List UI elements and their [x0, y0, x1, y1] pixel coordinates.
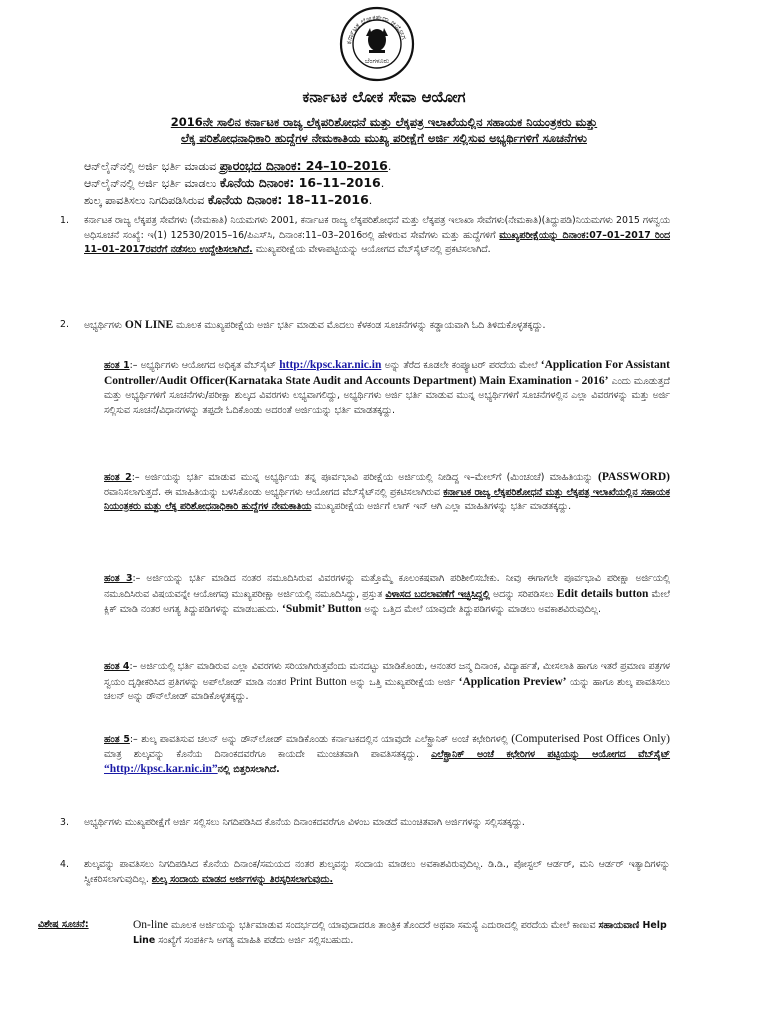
step-5: ಹಂತ 5:– ಶುಲ್ಕ ಪಾವತಿಸುವ ಚಲನ್ ಅನ್ನು ಡೌನ್‌ಲೋಡ್ ಮಾಡಿಕೊಂಡು ಕರ್ನಾಟಕದಲ್ಲಿನ ಯಾವುದೇ ಎಲೆಕ್ಟ್ರಾನಿಕ್ ಅಂಚೆ ಕಛೇರಿಗಳಲ್ಲಿ (Computerised Post Offices Only) ಮಾತ್ರ ಶುಲ್ಕವನ್ನು ಕೊನೆಯ ದಿನಾಂಕದವರೆಗೂ ಕಾಯದೇ ಮುಂಚಿತವಾಗಿ ಪಾವತಿಸತಕ್ಕದ್ದು. ಎಲೆಕ್ಟ್ರಾನಿಕ್ ಅಂಚೆ ಕಛೇರಿಗಳ ಪಟ್ಟಿಯನ್ನು ಆಯೋಗದ ವೆಬ್‌ಸೈಟ್ “http://kpsc.kar.nic.in”ನಲ್ಲಿ ಬಿತ್ತರಿಸಲಾಗಿದೆ.	[104, 733, 671, 775]
step-3: ಹಂತ 3:– ಅರ್ಜಿಯನ್ನು ಭರ್ತಿ ಮಾಡಿದ ನಂತರ ನಮೂದಿಸಿರುವ ವಿವರಗಳನ್ನು ಮತ್ತೊಮ್ಮೆ ಕೂಲಂಕಷವಾಗಿ ಪರಿಶೀಲಿಸಬೇಕು. ನೀವು ಈಗಾಗಲೇ ಪೂರ್ವಭಾವಿ ಪರೀಕ್ಷಾ ಅರ್ಜಿಯಲ್ಲಿ ನಮೂದಿಸಿರುವ ವಿಷಯವನ್ನೇ ಆಯೋಗವು ಮುಖ್ಯಪರೀಕ್ಷಾ ಅರ್ಜಿಯಲ್ಲಿ ನಮೂದಿಸಿದ್ದು, ಪ್ರಸ್ತುತ ವಿಳಾಸದ ಬದಲಾವಣೆಗೆ ಇಚ್ಛಿಸಿದ್ದಲ್ಲಿ ಅದನ್ನು ಸರಿಪಡಿಸಲು Edit details button ಮೇಲೆ ಕ್ಲಿಕ್ ಮಾಡಿ ನಂತರ ಅಗತ್ಯ ತಿದ್ದುಪಡಿಗಳನ್ನು ಮಾಡಬಹುದು. ‘Submit’ Button ಅನ್ನು ಒತ್ತಿದ ಮೇಲೆ ಯಾವುದೇ ತಿದ್ದುಪಡಿಗಳನ್ನು ಮಾಡಲು ಅವಕಾಶವಿರುವುದಿಲ್ಲ.	[104, 573, 670, 615]
list-item-2: 2. ಅಭ್ಯರ್ಥಿಗಳು ON LINE ಮೂಲಕ ಮುಖ್ಯಪರೀಕ್ಷೆಯ ಅರ್ಜಿ ಭರ್ತಿ ಮಾಡುವ ಮೊದಲು ಕೆಳಕಂಡ ಸೂಚನೆಗಳನ್ನು ಕಡ್ಡಾಯವಾಗಿ ಓದಿ ತಿಳಿದುಕೊಳ್ಳತಕ್ಕದ್ದು.	[60, 319, 546, 331]
special-note: ವಿಶೇಷ ಸೂಚನೆ: On-line ಮೂಲಕ ಅರ್ಜಿಯನ್ನು ಭರ್ತಿಮಾಡುವ ಸಂದರ್ಭದಲ್ಲಿ ಯಾವುದಾದರೂ ತಾಂತ್ರಿಕ ತೊಂದರೆ ಅಥವಾ ಸಮಸ್ಯೆ ಎದುರಾದಲ್ಲಿ ಪರದೆಯ ಮೇಲೆ ಕಾಣುವ ಸಹಾಯವಾಣಿ Help Line ಸಂಖ್ಯೆಗೆ ಸಂಪರ್ಕಿಸಿ ಅಗತ್ಯ ಮಾಹಿತಿ ಪಡೆದು ಅರ್ಜಿ ಸಲ್ಲಿಸಬಹುದು.	[38, 919, 667, 946]
kpsc-website-link[interactable]: http://kpsc.kar.nic.in	[279, 359, 382, 371]
important-dates	[84, 158, 391, 209]
page-subtitle	[60, 114, 708, 146]
kpsc-seal-logo	[339, 6, 415, 82]
svg-text:ಬೆಂಗಳೂರು: ಬೆಂಗಳೂರು	[364, 57, 390, 65]
list-item-1: 1. ಕರ್ನಾಟಕ ರಾಜ್ಯ ಲೆಕ್ಕಪತ್ರ ಸೇವೆಗಳು (ನೇಮಕಾತಿ) ನಿಯಮಗಳು 2001, ಕರ್ನಾಟಕ ರಾಜ್ಯ ಲೆಕ್ಕಪರಿಶೋಧನೆ ಮತ್ತು ಲೆಕ್ಕಪತ್ರ ಇಲಾಖಾ ಸೇವೆಗಳು(ನೇಮಕಾತಿ)(ತಿದ್ದುಪಡಿ)ನಿಯಮಗಳು 2015 ಗಳನ್ವಯ ಅಧಿಸೂಚನೆ ಸಂಖ್ಯೆ: ಇ(1) 12530/2015–16/ಪಿಎಸ್‌ಸಿ, ದಿನಾಂಕ:11–03–2016ರಲ್ಲಿ ಹೇಳಿರುವ ಸೇವೆಗಳು ಮತ್ತು ಹುದ್ದೆಗಳಿಗೆ ಮುಖ್ಯಪರೀಕ್ಷೆಯನ್ನು ದಿನಾಂಕ:07–01–2017 ರಿಂದ 11–01–2017ರವರೆಗೆ ನಡೆಸಲು ಉದ್ದೇಶಿಸಲಾಗಿದೆ. ಮುಖ್ಯಪರೀಕ್ಷೆಯ ವೇಳಾಪಟ್ಟಿಯನ್ನು ಆಯೋಗದ ವೆಬ್‌ಸೈಟ್‌ನಲ್ಲಿ ಪ್ರಕಟಿಸಲಾಗಿದೆ.	[60, 215, 671, 255]
page-title: ಕರ್ನಾಟಕ ಲೋಕ ಸೇವಾ ಆಯೋಗ	[302, 88, 466, 106]
list-item-4: 4. ಶುಲ್ಕವನ್ನು ಪಾವತಿಸಲು ನಿಗದಿಪಡಿಸಿದ ಕೊನೆಯ ದಿನಾಂಕ/ಸಮಯದ ನಂತರ ಶುಲ್ಕವನ್ನು ಸಂದಾಯ ಮಾಡಲು ಅವಕಾಶವಿರುವುದಿಲ್ಲ. ಡಿ.ಡಿ., ಪೋಸ್ಟಲ್ ಆರ್ಡರ್, ಮನಿ ಆರ್ಡರ್ ಇತ್ಯಾದಿಗಳನ್ನು ಸ್ವೀಕರಿಸಲಾಗುವುದಿಲ್ಲ. ಶುಲ್ಕ ಸಂದಾಯ ಮಾಡದ ಅರ್ಜಿಗಳನ್ನು ತಿರಸ್ಕರಿಸಲಾಗುವುದು.	[60, 859, 670, 885]
special-note-label: ವಿಶೇಷ ಸೂಚನೆ:	[38, 919, 89, 930]
subtitle-line-2: ಲೆಕ್ಕ ಪರಿಶೋಧನಾಧಿಕಾರಿ ಹುದ್ದೆಗಳ ನೇಮಕಾತಿಯ ಮುಖ್ಯ ಪರೀಕ್ಷೆಗೆ ಅರ್ಜಿ ಸಲ್ಲಿಸುವ ಅಭ್ಯರ್ಥಿಗಳಿಗೆ ಸೂಚನೆಗಳು	[181, 131, 587, 145]
date-fee-line: ಶುಲ್ಕ ಪಾವತಿಸಲು ನಿಗದಿಪಡಿಸಿರುವ ಕೊನೆಯ ದಿನಾಂಕ: 18–11–2016.	[84, 192, 373, 207]
step-4: ಹಂತ 4:– ಅರ್ಜಿಯಲ್ಲಿ ಭರ್ತಿ ಮಾಡಿರುವ ಎಲ್ಲಾ ವಿವರಗಳು ಸರಿಯಾಗಿರುತ್ತವೆಂದು ಮನದಟ್ಟು ಮಾಡಿಕೊಂಡು, ಆನಂತರ ಜನ್ಮ ದಿನಾಂಕ, ವಿದ್ಯಾರ್ಹತೆ, ಮೀಸಲಾತಿ ಹಾಗೂ ಇತರೆ ಪ್ರಮಾಣ ಪತ್ರಗಳ ಸ್ವಯಂ ದೃಢೀಕರಿಸಿದ ಪ್ರತಿಗಳನ್ನು ಅಪ್‌ಲೋಡ್ ಮಾಡಿ ನಂತರ Print Button ಅನ್ನು ಒತ್ತಿ ಮುಖ್ಯಪರೀಕ್ಷೆಯ ಅರ್ಜಿ ‘Application Preview’ ಯನ್ನು ಹಾಗೂ ಶುಲ್ಕ ಪಾವತಿಸಲು ಚಲನ್ ಅನ್ನು ಡೌನ್‌ಲೋಡ್ ಮಾಡಿಕೊಳ್ಳತಕ್ಕದ್ದು.	[104, 661, 671, 702]
list-item-3: 3. ಅಭ್ಯರ್ಥಿಗಳು ಮುಖ್ಯಪರೀಕ್ಷೆಗೆ ಅರ್ಜಿ ಸಲ್ಲಿಸಲು ನಿಗದಿಪಡಿಸಿದ ಕೊನೆಯ ದಿನಾಂಕದವರೆಗೂ ವಿಳಂಬ ಮಾಡದೆ ಮುಂಚಿತವಾಗಿ ಅರ್ಜಿಗಳನ್ನು ಸಲ್ಲಿಸತಕ್ಕದ್ದು.	[60, 817, 525, 828]
step-1: ಹಂತ 1:– ಅಭ್ಯರ್ಥಿಗಳು ಆಯೋಗದ ಅಧಿಕೃತ ವೆಬ್‌ಸೈಟ್ http://kpsc.kar.nic.in ಅನ್ನು ತೆರೆದ ಕೂಡಲೇ ಕಂಪ್ಯೂಟರ್ ಪರದೆಯ ಮೇಲೆ ‘Application For Assistant Controller/Audit Officer(Karnataka State Audit and Accounts Department) Main Examination - 2016’ ಎಂದು ಮೂಡುತ್ತದೆ ಮತ್ತು ಅಭ್ಯರ್ಥಿಗಳಿಗೆ ಸೂಚನೆಗಳು/ಪರೀಕ್ಷಾ ಶುಲ್ಕದ ವಿವರಗಳು ಲಭ್ಯವಾಗಲಿದ್ದು, ಅಭ್ಯರ್ಥಿಗಳು ಅರ್ಜಿ ಭರ್ತಿ ಮಾಡುವ ಮುನ್ನ ಅಭ್ಯರ್ಥಿಗಳಿಗೆ ಸೂಚನೆಗಳಲ್ಲಿನ ಎಲ್ಲಾ ವಿವರಗಳನ್ನು ಮತ್ತು ಅರ್ಜಿ ಸಲ್ಲಿಸುವ ಸೂಚನೆ/ವಿಧಾನಗಳನ್ನು ತಪ್ಪದೇ ಓದಿಕೊಂಡು ಅದರಂತೆ ಅರ್ಜಿಯನ್ನು ಭರ್ತಿ ಮಾಡತಕ್ಕದ್ದು.	[104, 359, 671, 416]
date-last-line: ಆನ್‌ಲೈನ್‌ನಲ್ಲಿ ಅರ್ಜಿ ಭರ್ತಿ ಮಾಡಲು ಕೊನೆಯ ದಿನಾಂಕ: 16–11–2016.	[84, 175, 385, 190]
kpsc-website-link-2[interactable]: “http://kpsc.kar.nic.in”	[104, 763, 218, 775]
date-start-line: ಆನ್‌ಲೈನ್‌ನಲ್ಲಿ ಅರ್ಜಿ ಭರ್ತಿ ಮಾಡುವ ಪ್ರಾರಂಭದ ದಿನಾಂಕ: 24–10–2016.	[84, 158, 392, 173]
subtitle-line-1: 2016ನೇ ಸಾಲಿನ ಕರ್ನಾಟಕ ರಾಜ್ಯ ಲೆಕ್ಕಪರಿಶೋಧನೆ ಮತ್ತು ಲೆಕ್ಕಪತ್ರ ಇಲಾಖೆಯಲ್ಲಿನ ಸಹಾಯಕ ನಿಯಂತ್ರಕರು ಮತ್ತು	[170, 115, 598, 129]
svg-text:ಕರ್ನಾಟಕ ಲೋಕಸೇವಾ ಆಯೋಗ: ಕರ್ನಾಟಕ ಲೋಕಸೇವಾ ಆಯೋಗ	[345, 13, 409, 45]
step-2: ಹಂತ 2:– ಅರ್ಜಿಯನ್ನು ಭರ್ತಿ ಮಾಡುವ ಮುನ್ನ ಅಭ್ಯರ್ಥಿಯ ತನ್ನ ಪೂರ್ವಭಾವಿ ಪರೀಕ್ಷೆಯ ಅರ್ಜಿಯಲ್ಲಿ ನೀಡಿದ್ದ ಇ–ಮೇಲ್‌ಗೆ (ಮಿಂಚಂಚೆ) ಮಾಹಿತಿಯನ್ನು (PASSWORD) ರವಾನಿಸಲಾಗುತ್ತದೆ. ಈ ಮಾಹಿತಿಯನ್ನು ಬಳಸಿಕೊಂಡು ಅಭ್ಯರ್ಥಿಗಳು ಆಯೋಗದ ವೆಬ್‌ಸೈಟ್‌ನಲ್ಲಿ ಪ್ರಕಟಿಸಲಾಗಿರುವ ಕರ್ನಾಟಕ ರಾಜ್ಯ ಲೆಕ್ಕಪರಿಶೋಧನೆ ಮತ್ತು ಲೆಕ್ಕಪತ್ರ ಇಲಾಖೆಯಲ್ಲಿನ ಸಹಾಯಕ ನಿಯಂತ್ರಕರು ಮತ್ತು ಲೆಕ್ಕ ಪರಿಶೋಧನಾಧಿಕಾರಿ ಹುದ್ದೆಗಳ ನೇಮಕಾತಿಯ ಮುಖ್ಯಪರೀಕ್ಷೆಯ ಅರ್ಜಿಗೆ ಲಾಗ್ ಇನ್ ಆಗಿ ಎಲ್ಲಾ ಮಾಹಿತಿಗಳನ್ನು ಭರ್ತಿ ಮಾಡತಕ್ಕದ್ದು.	[104, 471, 671, 512]
